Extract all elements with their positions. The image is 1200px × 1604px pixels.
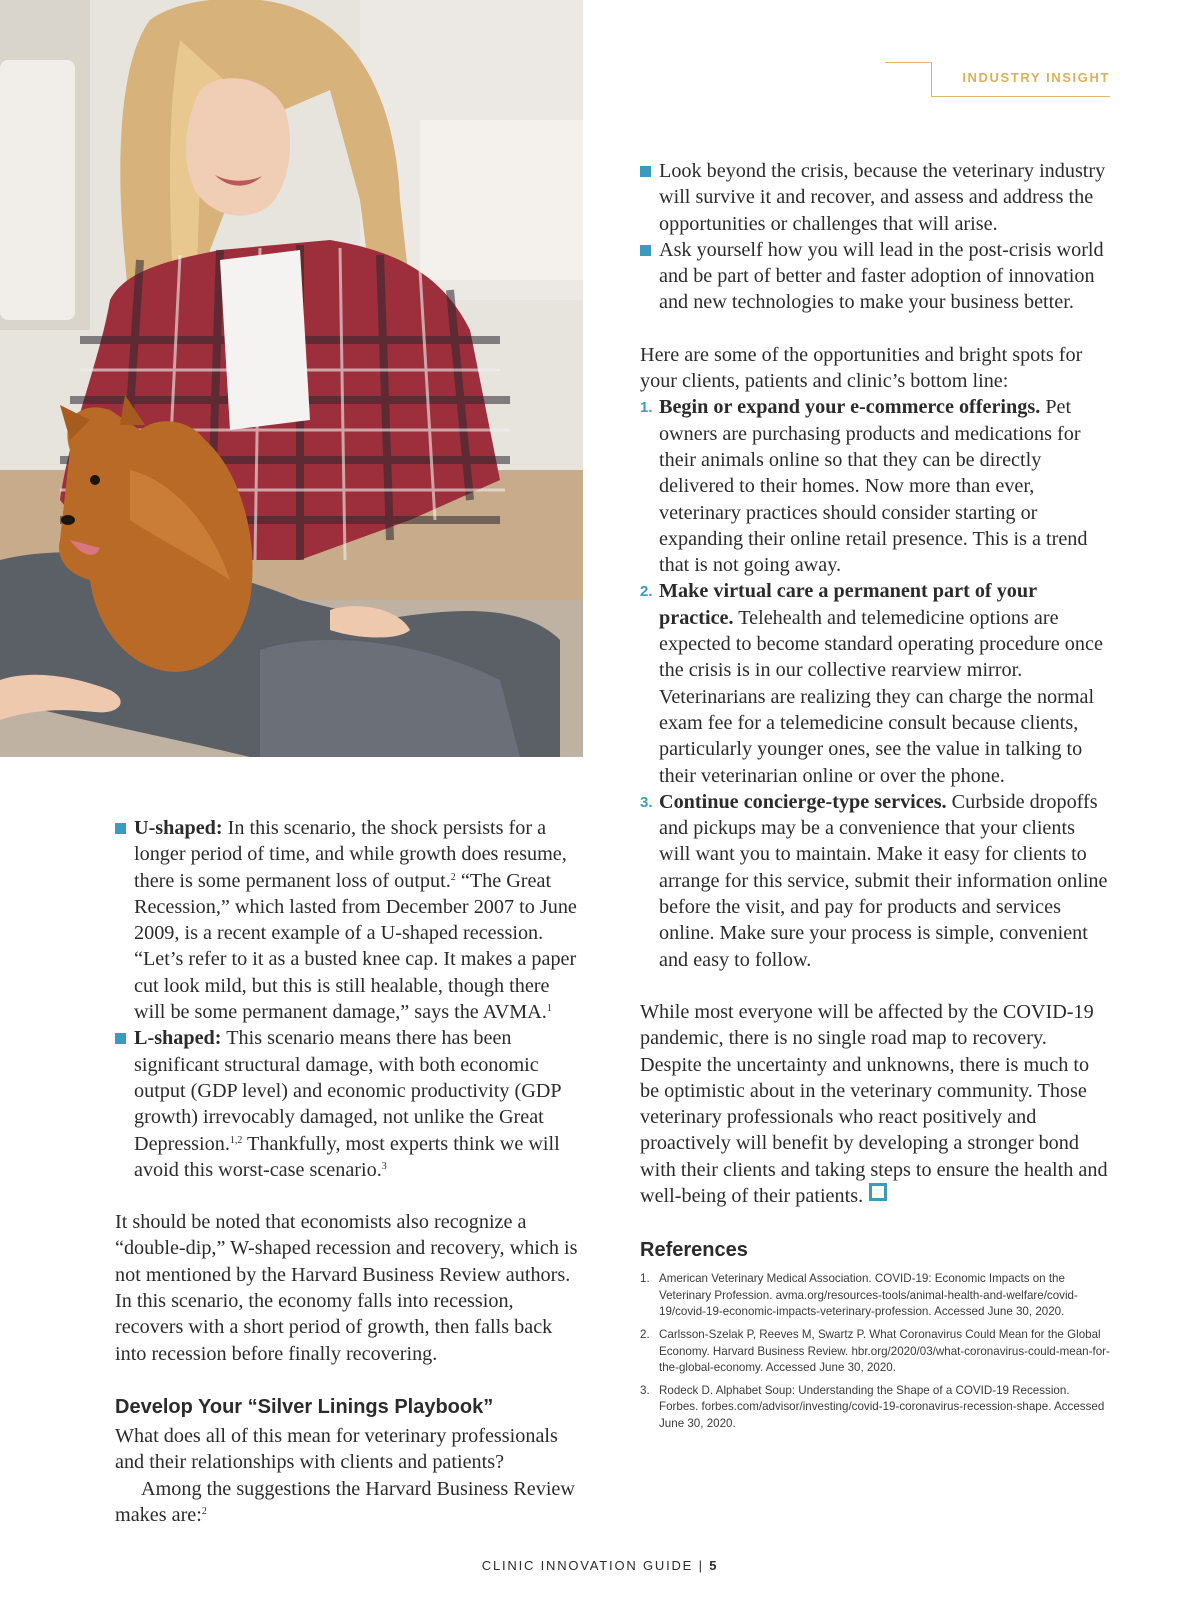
photo-illustration	[0, 0, 583, 757]
page-number: 5	[709, 1558, 719, 1573]
list-item-u-shaped	[115, 815, 585, 1025]
reference-number: 1.	[640, 1272, 650, 1286]
item-label: U-shaped:	[134, 817, 223, 839]
item-text: Curbside dropoffs and pickups may be a convenience that your clients will want you to maintain. Make it easy for clients to arrange for this service, submit their information online before the visit, and pay for products and services online. Make sure your process is simple, convenient and easy to follow.	[659, 790, 1108, 971]
reference-item	[640, 1271, 1110, 1321]
numbered-item-virtual-care	[640, 578, 1110, 788]
footnote-ref: 2	[450, 871, 456, 883]
list-item	[640, 158, 1110, 237]
bullet-square-icon	[115, 1033, 126, 1044]
numbered-item-ecommerce	[640, 394, 1110, 578]
footnote-ref: 1	[546, 1003, 552, 1015]
suggestions-list	[640, 158, 1110, 316]
item-text: Pet owners are purchasing products and medications for their animals online so that they can be directly delivered to their homes. Now more than ever, veterinary practices should consider starting or expanding their online retail presence. This is a trend that is not going away.	[659, 396, 1088, 577]
section-tag: INDUSTRY INSIGHT	[962, 70, 1110, 85]
item-text: Ask yourself how you will lead in the post-crisis world and be part of better and faster adoption of innovation and new technologies to make your business better.	[659, 238, 1104, 314]
recession-shapes-list	[115, 815, 585, 1183]
reference-text: Carlsson-Szelak P, Reeves M, Swartz P. What Coronavirus Could Mean for the Global Economy. Harvard Business Review. hbr.org/2020/03/what-coronavirus-could-mean-for-the-global-economy. Accessed June 30, 2020.	[659, 1328, 1110, 1375]
item-text: “The Great Recession,” which lasted from December 2007 to June 2009, is a recent example of a U-shaped recession. “Let’s refer to it as a busted knee cap. It makes a paper cut look mild, but this is still healable, though there will be some permanent damage,” says the AVMA.	[134, 869, 577, 1024]
numbered-item-concierge	[640, 789, 1110, 973]
opportunities-list	[640, 394, 1110, 973]
reference-number: 3.	[640, 1383, 650, 1397]
closing-paragraph	[640, 999, 1110, 1209]
bullet-square-icon	[115, 823, 126, 834]
left-column	[115, 815, 585, 1528]
tag-rule-bottom	[931, 96, 1110, 97]
w-shaped-paragraph: It should be noted that economists also recognize a “double-dip,” W-shaped recession and recovery, which is not mentioned by the Harvard Business Review authors. In this scenario, the economy falls into recession, recovers with a short period of growth, then falls back into recession before finally recovering.	[115, 1211, 578, 1365]
reference-item	[640, 1327, 1110, 1377]
item-label: Make virtual care a permanent part of your practice.	[659, 580, 1037, 629]
item-text: Telehealth and telemedicine options are expected to become standard operating procedure once the crisis is in our collective rearview mirror. Veterinarians are realizing they can charge the normal exam fee for a telemedicine consult because clients, particularly younger ones, see the value in talking to their veterinarian online or over the phone.	[659, 606, 1103, 787]
reference-item	[640, 1383, 1110, 1433]
references-heading: References	[640, 1239, 748, 1262]
item-text: In this scenario, the shock persists for a longer period of time, and while growth does resume, there is some permanent loss of output.	[134, 817, 567, 892]
page-footer	[0, 1558, 1200, 1573]
heading-paragraph: What does all of this mean for veterinary professionals and their relationships with clients and patients?	[115, 1424, 558, 1474]
item-number: 3.	[640, 793, 653, 811]
reference-text: American Veterinary Medical Association. COVID-19: Economic Impacts on the Veterinary Profession. avma.org/resources-tools/animal-health-and-welfare/covid-19/covid-19-economic-impacts-veterinary-profession. Accessed June 30, 2020.	[659, 1272, 1078, 1319]
item-number: 2.	[640, 583, 653, 601]
references-list	[640, 1271, 1110, 1432]
section-heading: Develop Your “Silver Linings Playbook”	[115, 1395, 494, 1418]
bullet-square-icon	[640, 245, 651, 256]
item-label: L-shaped:	[134, 1027, 222, 1050]
list-item	[640, 237, 1110, 316]
right-column	[640, 158, 1110, 1439]
item-text: Look beyond the crisis, because the veterinary industry will survive it and recover, and assess and address the opportunities or challenges that will arise.	[659, 160, 1106, 235]
item-text: This scenario means there has been significant structural damage, with both economic output (GDP level) and economic productivity (GDP growth) irrevocably damaged, not unlike the Great Depression.	[134, 1027, 561, 1155]
closing-text: While most everyone will be affected by the COVID-19 pandemic, there is no single road map to recovery. Despite the uncertainty and unknowns, there is much to be optimistic about in the veterinary community. Those veterinary professionals who react positively and proactively will benefit by developing a stronger bond with their clients and taking steps to ensure the health and well-being of their patients.	[640, 1000, 1108, 1207]
end-of-article-icon	[869, 1183, 887, 1201]
footer-separator: |	[698, 1558, 704, 1573]
footnote-ref: 2	[201, 1505, 207, 1517]
reference-text: Rodeck D. Alphabet Soup: Understanding the Shape of a COVID-19 Recession. Forbes. forbes.com/advisor/investing/covid-19-coronavirus-recession-shape. Accessed June 30, 2020.	[659, 1383, 1105, 1431]
item-number: 1.	[640, 399, 653, 417]
footnote-ref: 3	[381, 1160, 387, 1172]
footnote-ref: 1,2	[229, 1134, 243, 1146]
item-label: Continue concierge-type services.	[659, 790, 947, 813]
tag-rule-left	[931, 62, 932, 96]
publication-name: CLINIC INNOVATION GUIDE	[481, 1558, 694, 1573]
list-item-l-shaped	[115, 1025, 585, 1183]
suggestions-text: Among the suggestions the Harvard Business Review makes are:	[115, 1477, 575, 1526]
tag-rule-top	[885, 62, 931, 63]
woman-with-dog-photo	[0, 0, 583, 757]
bullet-square-icon	[640, 166, 651, 177]
item-label: Begin or expand your e-commerce offerings.	[659, 396, 1041, 419]
reference-number: 2.	[640, 1328, 650, 1342]
item-text: Thankfully, most experts think we will avoid this worst-case scenario.	[134, 1132, 560, 1181]
suggestions-paragraph	[115, 1476, 585, 1529]
opportunities-intro: Here are some of the opportunities and bright spots for your clients, patients and clinic’s bottom line:	[640, 343, 1083, 393]
